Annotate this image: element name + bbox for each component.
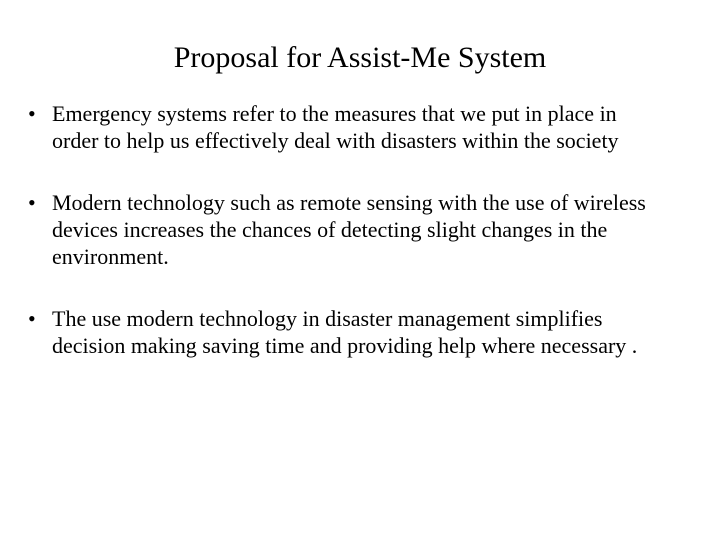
- bullet-text: Modern technology such as remote sensing with the use of wireless devices increases the chances of detecting slight changes in the environment.: [52, 190, 646, 269]
- bullet-list: [28, 100, 668, 359]
- bullet-item: [28, 189, 668, 270]
- bullet-icon: •: [28, 101, 36, 126]
- bullet-item: [28, 305, 668, 359]
- bullet-icon: •: [28, 190, 36, 215]
- slide-title: Proposal for Assist-Me System: [173, 41, 547, 74]
- bullet-icon: •: [28, 306, 36, 331]
- bullet-text: Emergency systems refer to the measures that we put in place in order to help us effectively deal with disasters within the society: [52, 101, 619, 153]
- bullet-text: The use modern technology in disaster management simplifies decision making saving time and providing help where necessary .: [52, 306, 638, 358]
- bullet-item: [28, 100, 668, 154]
